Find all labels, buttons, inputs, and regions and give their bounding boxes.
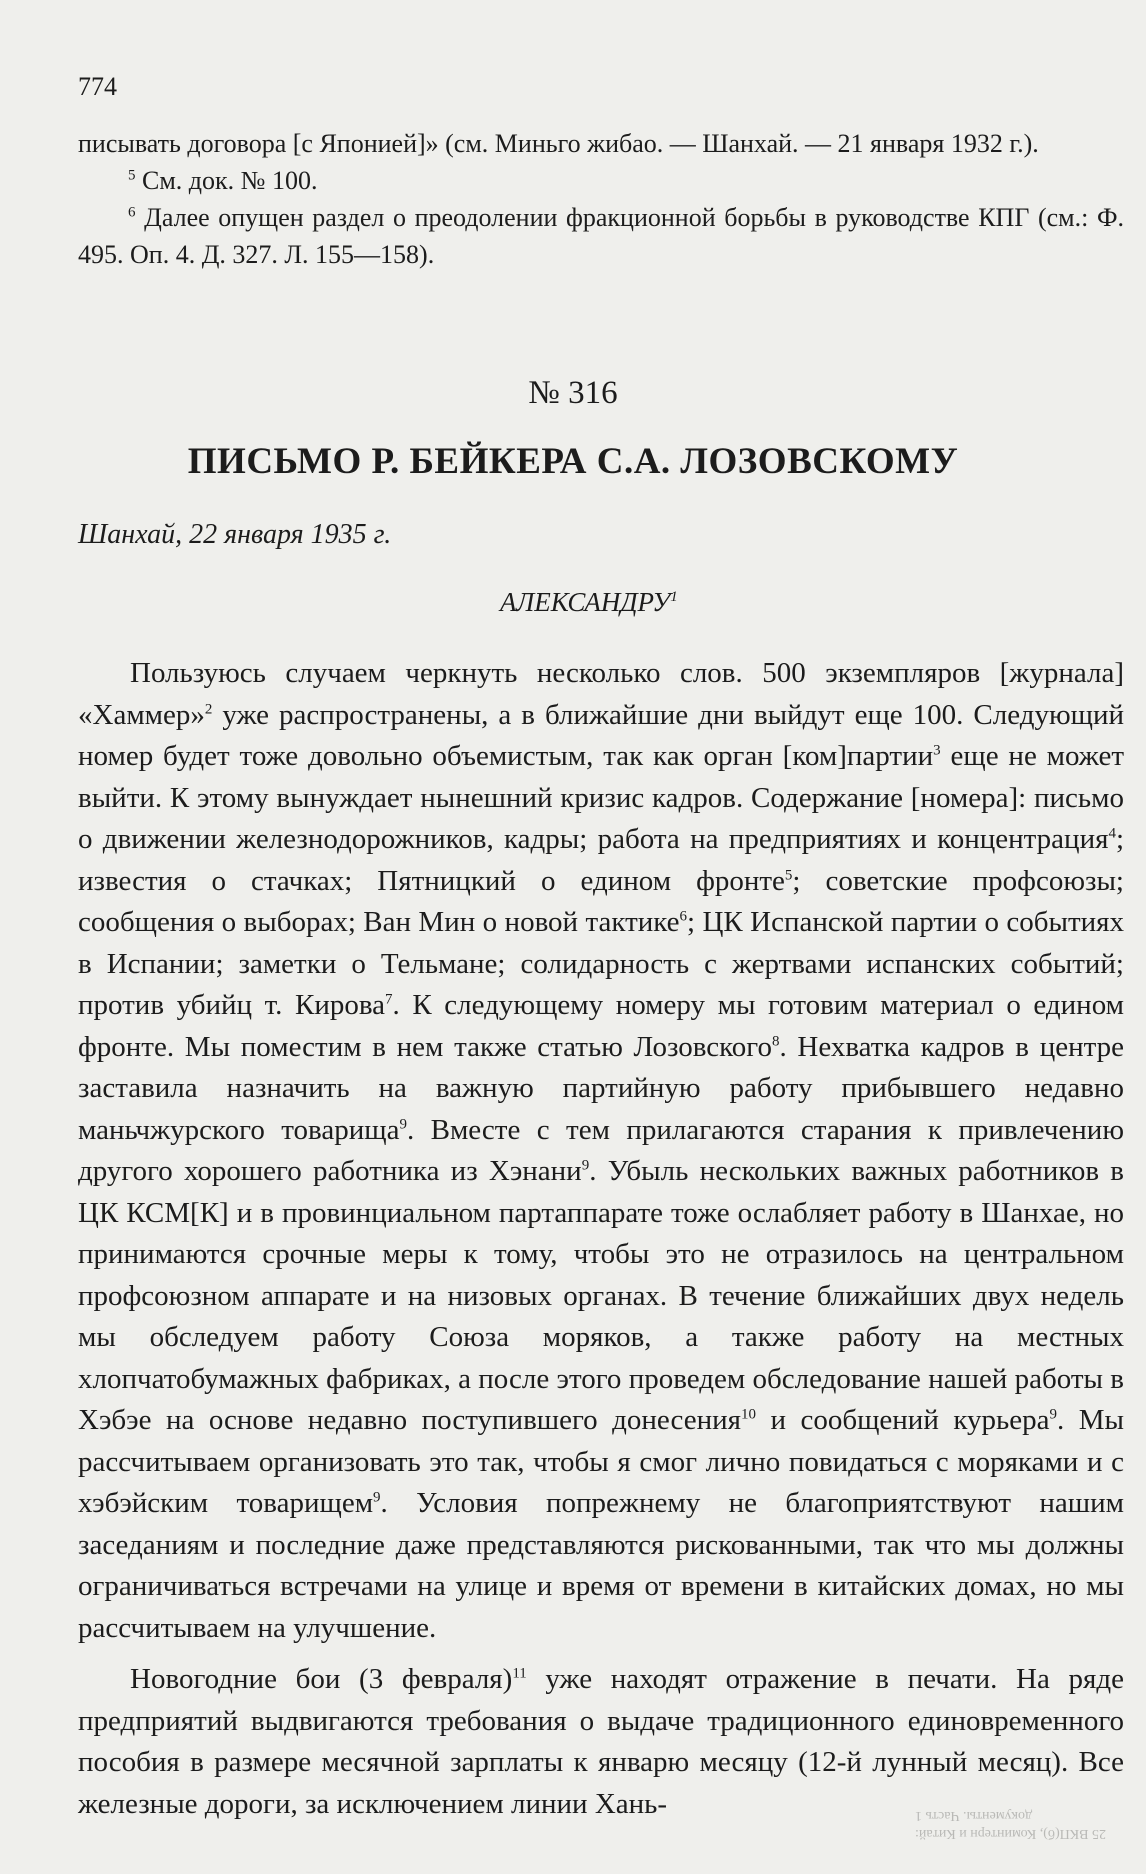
footnote-marker: 10	[740, 1406, 756, 1423]
continued-footnote: писывать договора [с Японией]» (см. Миньго жибао. — Шанхай. — 21 января 1932 г.).	[78, 129, 1039, 158]
page-number: 774	[78, 72, 117, 101]
paragraph-text: . К следующему номеру мы готовим материал о едином фронте. Мы поместим в нем также статью Лозовского	[78, 989, 1124, 1063]
paragraph-text: . Убыль нескольких важных работников в ЦК КСМ[К] и в провинциальном партаппарате тоже ослабляет работу в Шанхае, но принимаются срочные меры к тому, чтобы это не отразилось на центральном профсоюзном аппарате и на низовых органах. В течение ближайших двух недель мы обследуем работу Союза моряков, а также работу на местных хлопчатобумажных фабриках, а после этого проведем обследование нашей работы в Хэбэе на основе недавно поступившего донесения	[78, 1155, 1124, 1436]
paragraph-text: и сообщений курьера	[755, 1404, 1050, 1436]
paragraph-text: . Нехватка кадров в центре заставила назначить на важную партийную работу прибывшего недавно маньчжурского товарища	[78, 1030, 1124, 1146]
body-paragraph	[78, 653, 1124, 1649]
footnote-marker: 11	[512, 1665, 527, 1682]
footnote-5	[78, 162, 1124, 199]
footnote-marker: 4	[1108, 825, 1116, 842]
footnote-marker: 9	[373, 1489, 381, 1506]
footnote-marker: 5	[128, 167, 136, 184]
letter-body	[78, 653, 1124, 1825]
footnote-marker: 9	[581, 1157, 590, 1174]
footnotes-block	[78, 125, 1124, 273]
footnote-text: Далее опущен раздел о преодолении фракционной борьбы в руководстве КПГ (см.: Ф. 495. Оп. 4. Д. 327. Л. 155—158).	[78, 203, 1124, 269]
bleed-line: документы. Часть 1	[915, 1808, 1033, 1823]
paragraph-text: ; известия о стачках; Пятницкий о едином фронте	[78, 823, 1124, 897]
footnote-marker: 9	[1049, 1406, 1057, 1423]
place-date: Шанхай, 22 января 1935 г.	[78, 519, 392, 550]
body-paragraph	[78, 1659, 1124, 1825]
paragraph-text: Новогодние бои (3 февраля)	[130, 1663, 513, 1695]
document-title: ПИСЬМО Р. БЕЙКЕРА С.А. ЛОЗОВСКОМУ	[187, 441, 959, 482]
footnote-text: См. док. № 100.	[135, 166, 318, 195]
footnote-marker: 2	[204, 700, 213, 717]
footnote-marker: 1	[670, 589, 678, 605]
bleed-line: 25 ВКП(б), Коминтерн и Китай:	[915, 1826, 1106, 1841]
footnote-marker: 6	[679, 908, 688, 925]
footnote-marker: 7	[385, 991, 393, 1008]
document-number: № 316	[528, 375, 618, 411]
footnote-marker: 8	[771, 1032, 780, 1049]
footnote-marker: 3	[933, 742, 941, 759]
paragraph-text: ; ЦК Испанской партии о событиях в Испании; заметки о Тельмане; солидарность с жертвами испанских событий; против убийц т. Кирова	[78, 906, 1124, 1021]
paragraph-text: . Условия попрежнему не благоприятствуют нашим заседаниям и последние даже представляются рискованными, так что мы должны ограничиваться встречами на улице и время от времени в китайских домах, но мы рассчитываем на улучшение.	[78, 1487, 1124, 1644]
footnote-marker: 6	[128, 204, 136, 221]
footnote-marker: 5	[784, 866, 793, 883]
paragraph-text: уже находят отражение в печати. На ряде предприятий выдвигаются требования о выдаче традиционного единовременного пособия в размере месячной зарплаты к январю месяцу (12-й лунный месяц). Все железные дороги, за исключением линии Хань-	[78, 1663, 1124, 1820]
footnote-marker: 9	[399, 1115, 407, 1132]
paragraph-text: уже распространены, а в ближайшие дни выйдут еще 100. Следующий номер будет тоже довольно объемистым, так как орган [ком]партии	[78, 698, 1124, 772]
paragraph-text: ; советские профсоюзы; сообщения о выборах; Ван Мин о новой тактике	[78, 864, 1124, 938]
paragraph-text: еще не может выйти. К этому вынуждает нынешний кризис кадров. Содержание [номера]: письмо о движении железнодорожников, кадры; работа на предприятиях и концентрация	[78, 740, 1125, 855]
footnote-6	[78, 199, 1124, 273]
bleed-through-text	[915, 1806, 1106, 1842]
addressee	[500, 587, 678, 618]
paragraph-text: . Мы рассчитываем организовать это так, чтобы я смог лично повидаться с моряками и с хэбэйским товарищем	[78, 1404, 1124, 1519]
paragraph-text: . Вместе с тем прилагаются старания к привлечению другого хорошего работника из Хэнани	[78, 1113, 1124, 1187]
addressee-name: АЛЕКСАНДРУ	[500, 587, 671, 617]
paragraph-text: Пользуюсь случаем черкнуть несколько слов. 500 экземпляров [журнала] «Хаммер»	[78, 657, 1124, 731]
